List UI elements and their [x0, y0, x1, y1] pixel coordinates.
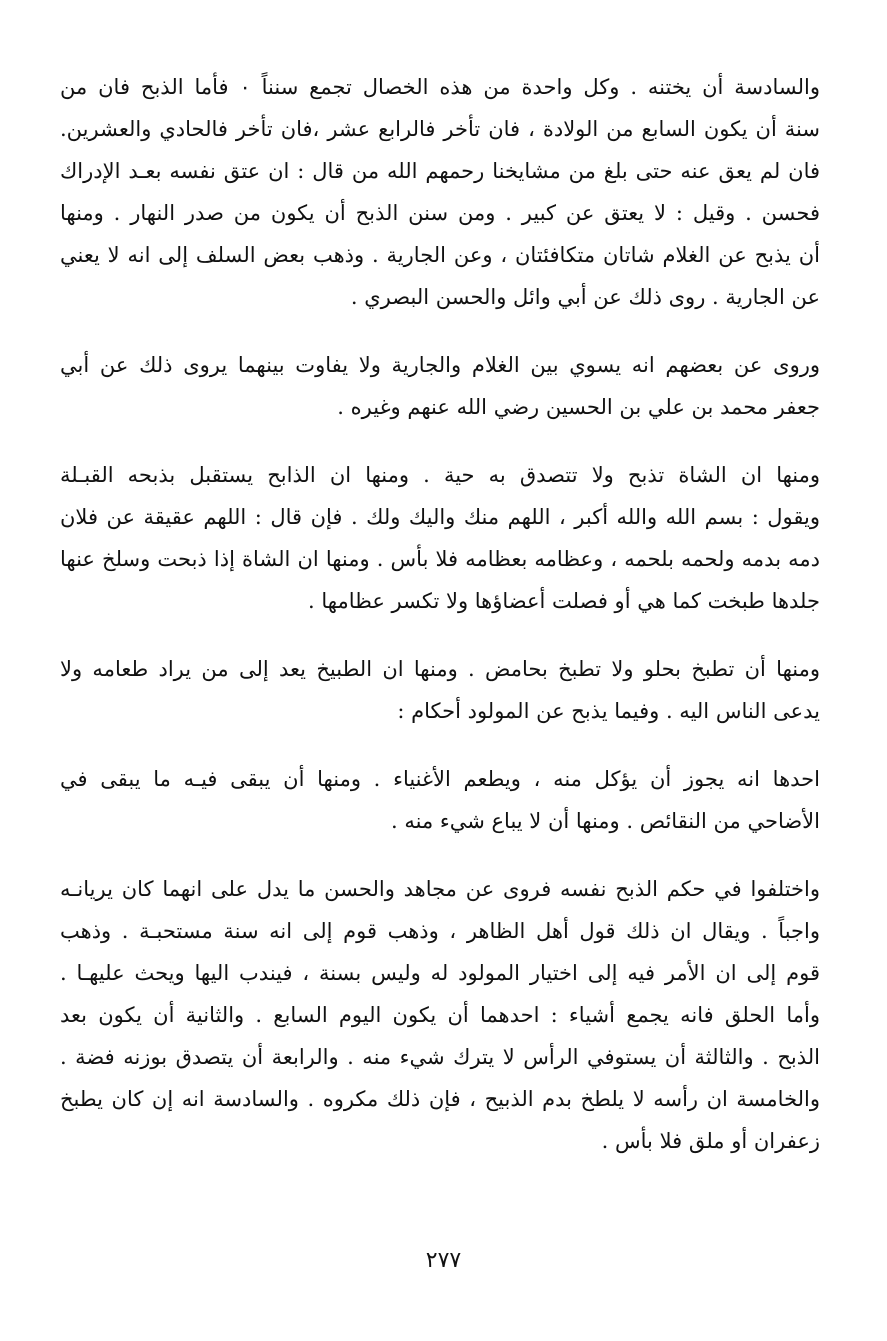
text-line: وأما الحلق فانه يجمع أشياء : احدهما أن يكون اليوم السابع . والثانية أن يكون بعد	[60, 1003, 820, 1027]
paragraph-6	[60, 868, 820, 1162]
paragraph-2	[60, 344, 820, 428]
text-line: واجباً . ويقال ان ذلك قول أهل الظاهر ، وذهب قوم إلى انه سنة مستحبـة . وذهب	[60, 919, 820, 943]
text-line: الذبح . والثالثة أن يستوفي الرأس لا يترك شيء منه . والرابعة أن يتصدق بوزنه فضة .	[60, 1045, 820, 1069]
page-number: ٢٧٧	[425, 1248, 462, 1273]
text-line: يدعى الناس اليه . وفيما يذبح عن المولود أحكام :	[397, 699, 820, 723]
text-line: دمه بدمه ولحمه بلحمه ، وعظامه بعظامه فلا بأس . ومنها ان الشاة إذا ذبحت وسلخ عنها	[60, 547, 820, 571]
text-line: أن يذبح عن الغلام شاتان متكافئتان ، وعن الجارية . وذهب بعض السلف إلى انه لا يعني	[60, 243, 820, 267]
text-line: ومنها ان الشاة تذبح ولا تتصدق به حية . ومنها ان الذابح يستقبل بذبحه القبـلة	[60, 463, 820, 487]
text-line: والخامسة ان رأسه لا يلطخ بدم الذبيح ، فإن ذلك مكروه . والسادسة انه إن كان يطبخ	[60, 1087, 820, 1111]
paragraph-3	[60, 454, 820, 622]
text-line: احدها انه يجوز أن يؤكل منه ، ويطعم الأغنياء . ومنها أن يبقى فيـه ما يبقى في	[60, 767, 820, 791]
text-line: فان لم يعق عنه حتى بلغ من مشايخنا رحمهم الله من قال : ان عتق نفسه بعـد الإدراك	[60, 159, 820, 183]
paragraph-5	[60, 758, 820, 842]
text-line: جعفر محمد بن علي بن الحسين رضي الله عنهم وغيره .	[337, 395, 820, 419]
text-line: واختلفوا في حكم الذبح نفسه فروى عن مجاهد والحسن ما يدل على انهما كان يريانـه	[60, 877, 820, 901]
text-line: ومنها أن تطبخ بحلو ولا تطبخ بحامض . ومنها ان الطبيخ يعد إلى من يراد طعامه ولا	[60, 657, 820, 681]
text-line: قوم إلى ان الأمر فيه إلى اختيار المولود له وليس بسنة ، فيندب اليها ويحث عليهـا .	[60, 961, 820, 985]
paragraph-1	[60, 66, 820, 318]
text-line: زعفران أو ملق فلا بأس .	[601, 1129, 820, 1153]
paragraph-4	[60, 648, 820, 732]
text-line: جلدها طبخت كما هي أو فصلت أعضاؤها ولا تكسر عظامها .	[308, 589, 820, 613]
page-body	[60, 66, 820, 1188]
text-line: عن الجارية . روى ذلك عن أبي وائل والحسن البصري .	[350, 285, 820, 309]
text-line: فحسن . وقيل : لا يعتق عن كبير . ومن سنن الذبح أن يكون من صدر النهار . ومنها	[60, 201, 820, 225]
text-line: الأضاحي من النقائص . ومنها أن لا يباع شيء منه .	[391, 809, 820, 833]
text-line: ويقول : بسم الله والله أكبر ، اللهم منك واليك ولك . فإن قال : اللهم عقيقة عن فلان	[60, 505, 820, 529]
text-line: سنة أن يكون السابع من الولادة ، فان تأخر فالرابع عشر ،فان تأخر فالحادي والعشرين.	[60, 117, 820, 141]
text-line: وروى عن بعضهم انه يسوي بين الغلام والجارية ولا يفاوت بينهما يروى ذلك عن أبي	[60, 353, 820, 377]
text-line: والسادسة أن يختنه . وكل واحدة من هذه الخصال تجمع سنناً ٠ فأما الذبح فان من	[60, 75, 820, 99]
